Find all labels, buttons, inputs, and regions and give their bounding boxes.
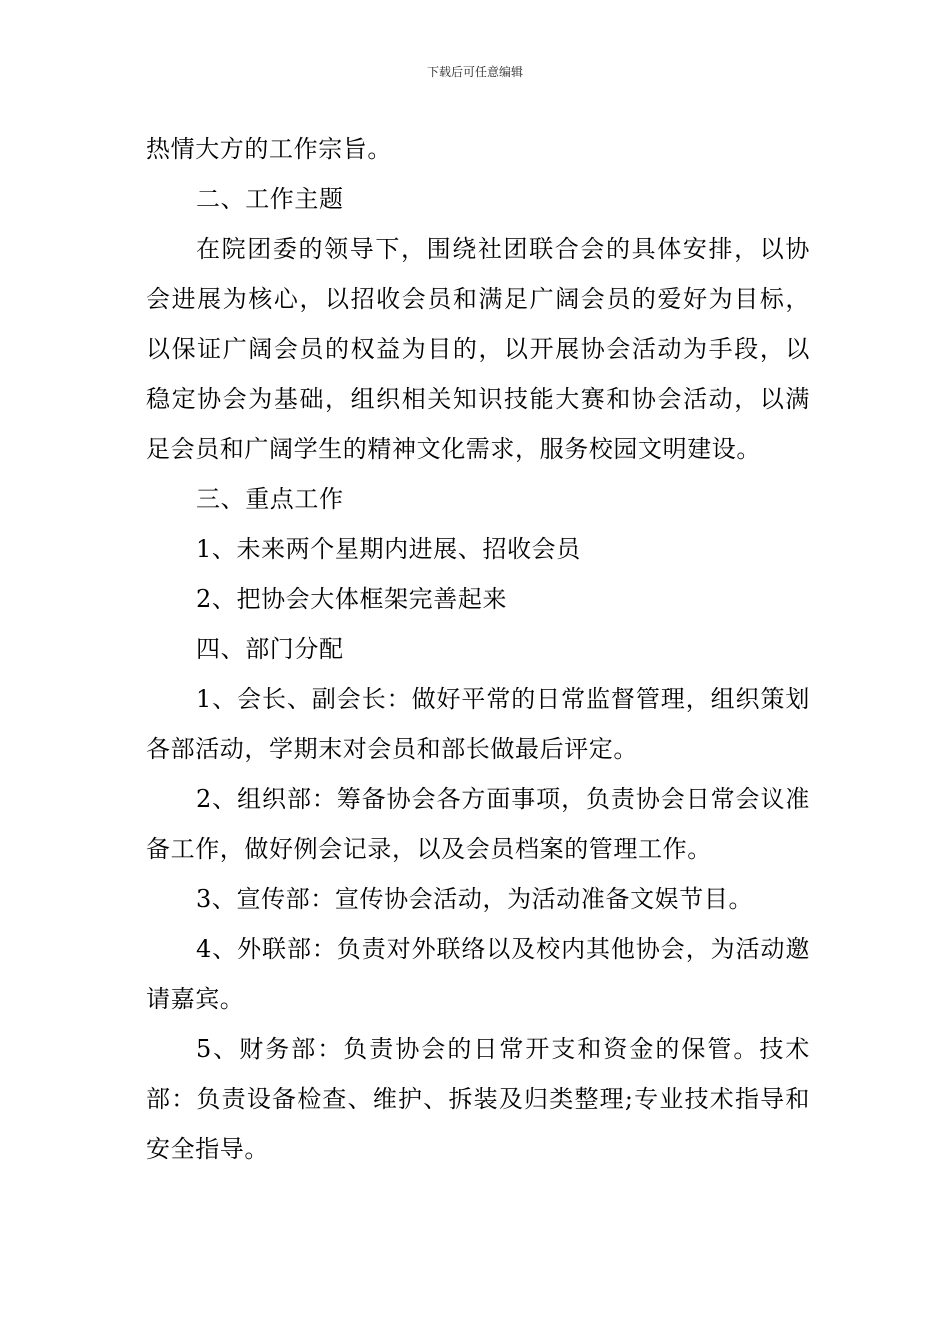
paragraph-work-theme: 在院团委的领导下，围绕社团联合会的具体安排，以协会进展为核心，以招收会员和满足广阔会员的爱好为目标，以保证广阔会员的权益为目的，以开展协会活动为手段，以稳定协会为基础，组织相关知识技能大赛和协会活动，以满足会员和广阔学生的精神文化需求，服务校园文明建设。 [146,235,810,463]
document-body [146,124,810,1174]
section-heading-work-theme: 二、工作主题 [196,185,344,213]
list-item-department-5: 5、财务部：负责协会的日常开支和资金的保管。技术部：负责设备检查、维护、拆装及归类整理;专业技术指导和安全指导。 [146,1035,810,1163]
list-item-department-1: 1、会长、副会长：做好平常的日常监督管理，组织策划各部活动，学期末对会员和部长做最后评定。 [146,685,810,763]
section-heading-key-work: 三、重点工作 [196,485,344,513]
list-item-key-work-2: 2、把协会大体框架完善起来 [196,585,508,613]
page-header: 下载后可任意编辑 [426,65,523,79]
list-item-key-work-1: 1、未来两个星期内进展、招收会员 [196,535,581,563]
list-item-department-4: 4、外联部：负责对外联络以及校内其他协会，为活动邀请嘉宾。 [146,935,810,1013]
paragraph-intro-end: 热情大方的工作宗旨。 [146,135,392,163]
section-heading-departments: 四、部门分配 [196,635,344,663]
list-item-department-2: 2、组织部：筹备协会各方面事项，负责协会日常会议准备工作，做好例会记录，以及会员档案的管理工作。 [146,785,810,863]
list-item-department-3: 3、宣传部：宣传协会活动，为活动准备文娱节目。 [196,885,754,913]
